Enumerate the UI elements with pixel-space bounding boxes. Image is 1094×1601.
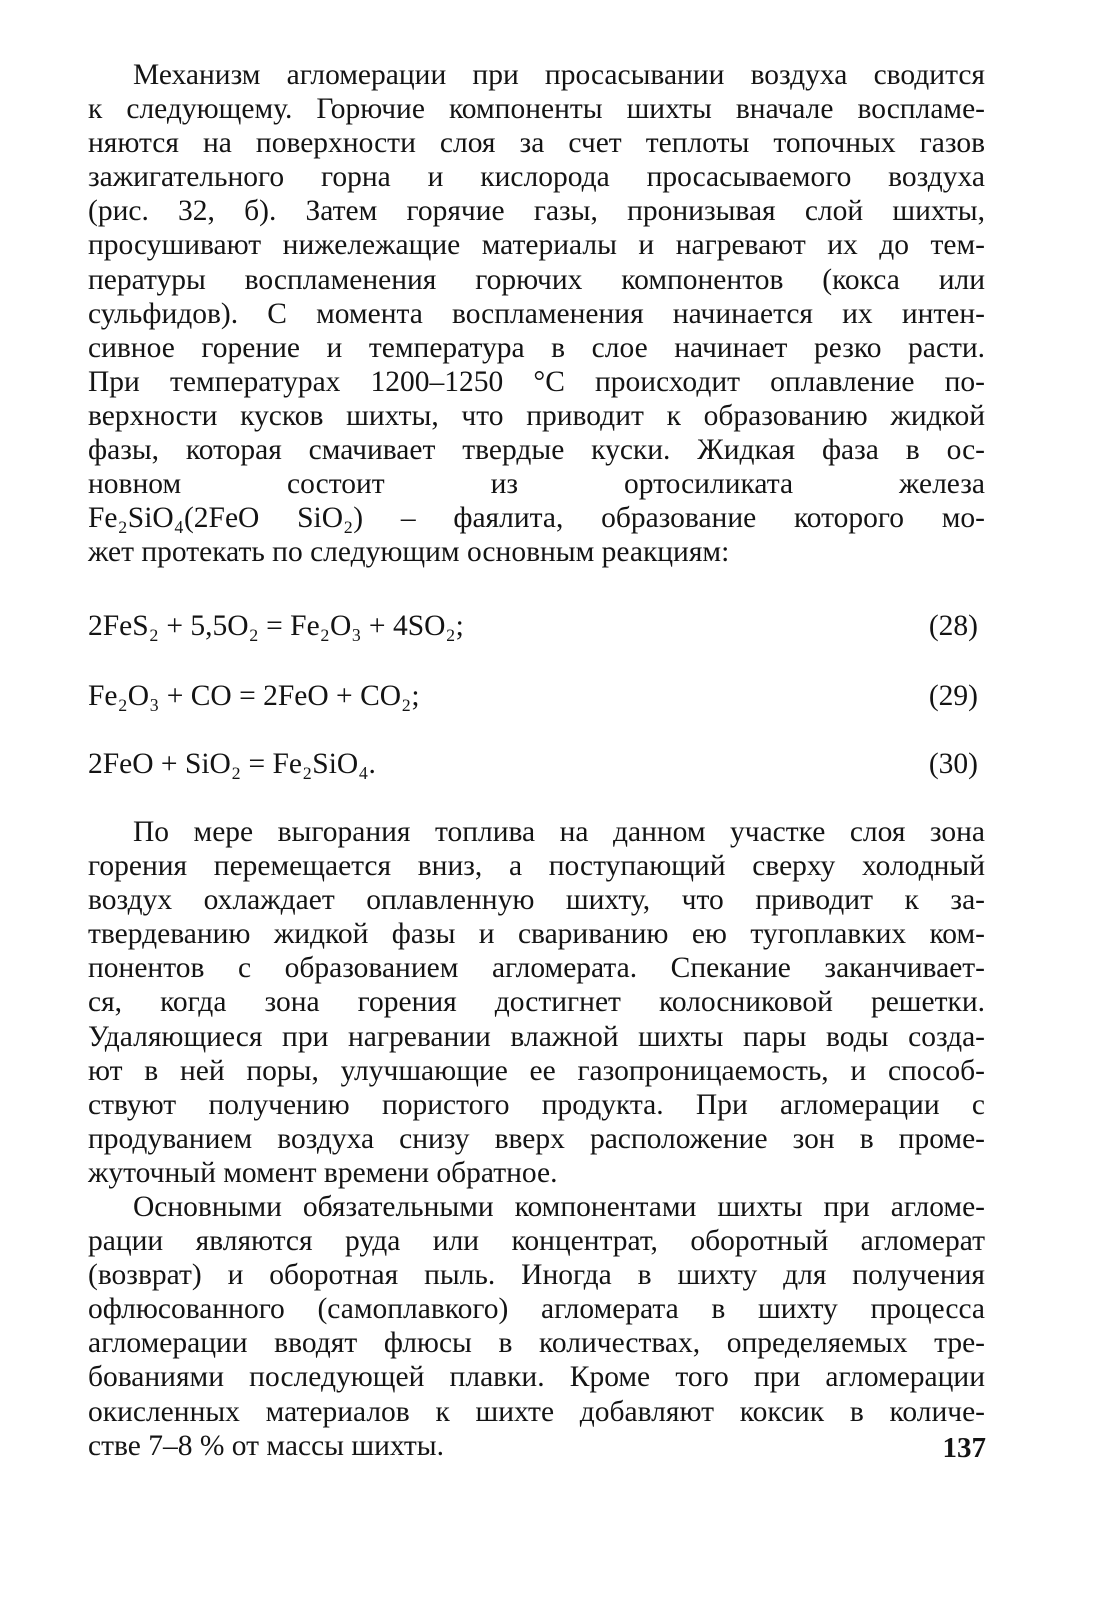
- equation-30: [88, 746, 978, 782]
- text-line: рации являются руда или концентрат, оборотный агломерат: [88, 1225, 985, 1258]
- text-line: горения перемещается вниз, а поступающий сверху холодный: [88, 850, 985, 883]
- equation-number: (29): [928, 680, 978, 712]
- text-line: офлюсованного (самоплавкого) агломерата в шихту процесса: [88, 1293, 985, 1326]
- text-line: ся, когда зона горения достигнет колосниковой решетки.: [88, 986, 985, 1019]
- equation-29: [88, 678, 978, 714]
- text-line: продуванием воздуха снизу вверх расположение зон в проме-: [88, 1122, 985, 1155]
- text-line: Основными обязательными компонентами шихты при агломе-: [133, 1191, 985, 1223]
- text-line: к следующему. Горючие компоненты шихты вначале воспламе-: [88, 93, 985, 126]
- text-line: (рис. 32, б). Затем горячие газы, пронизывая слой шихты,: [88, 195, 985, 228]
- text-line: бованиями последующей плавки. Кроме того при агломерации: [88, 1361, 985, 1394]
- paragraph-combustion-zone: [88, 815, 985, 1190]
- text-line: жет протекать по следующим основным реакциям:: [88, 536, 730, 569]
- text-line: Fe₂SiO₄(2FeO SiO₂) – фаялита, образование которого мо-: [88, 502, 985, 535]
- text-line: жуточный момент времени обратное.: [88, 1156, 558, 1189]
- equation-number: (30): [928, 748, 978, 780]
- text-line: Удаляющиеся при нагревании влажной шихты пары воды созда-: [88, 1020, 985, 1053]
- text-line: сивное горение и температура в слое начинает резко расти.: [88, 331, 985, 364]
- paragraph-charge-components: [88, 1190, 985, 1463]
- text-line: (возврат) и оборотная пыль. Иногда в шихту для получения: [88, 1259, 985, 1292]
- text-line: окисленных материалов к шихте добавляют коксик в количе-: [88, 1395, 985, 1428]
- text-line: Механизм агломерации при просасывании воздуха сводится: [133, 59, 985, 91]
- page-number: 137: [942, 1432, 986, 1464]
- text-line: просушивают нижележащие материалы и нагревают их до тем-: [88, 229, 985, 262]
- equation-formula: 2FeS₂ + 5,5O₂ = Fe₂O₃ + 4SO₂;: [88, 610, 464, 642]
- text-line: пературы воспламенения горючих компонентов (кокса или: [88, 263, 985, 296]
- equation-28: [88, 608, 978, 644]
- text-line: твердеванию жидкой фазы и свариванию ею тугоплавких ком-: [88, 918, 985, 951]
- text-line: При температурах 1200–1250 °С происходит оплавление по-: [88, 365, 985, 398]
- text-line: агломерации вводят флюсы в количествах, определяемых тре-: [88, 1327, 985, 1360]
- text-line: По мере выгорания топлива на данном участке слоя зона: [133, 816, 985, 848]
- equation-formula: Fe₂O₃ + CO = 2FeO + CO₂;: [88, 680, 420, 712]
- text-line: ют в ней поры, улучшающие ее газопроницаемость, и способ-: [88, 1054, 985, 1087]
- paragraph-agglomeration-mechanism: [88, 58, 985, 569]
- text-line: ствуют получению пористого продукта. При агломерации с: [88, 1088, 985, 1121]
- equation-formula: 2FeO + SiO₂ = Fe₂SiO₄.: [88, 748, 376, 780]
- text-line: новном состоит из ортосиликата железа: [88, 468, 985, 501]
- text-line: понентов с образованием агломерата. Спекание заканчивает-: [88, 952, 985, 985]
- text-line: зажигательного горна и кислорода просасываемого воздуха: [88, 161, 985, 194]
- text-line: сульфидов). С момента воспламенения начинается их интен-: [88, 297, 985, 330]
- text-line: няются на поверхности слоя за счет теплоты топочных газов: [88, 127, 985, 160]
- text-line: фазы, которая смачивает твердые куски. Жидкая фаза в ос-: [88, 434, 985, 467]
- text-line: верхности кусков шихты, что приводит к образованию жидкой: [88, 399, 985, 432]
- equation-number: (28): [928, 610, 978, 642]
- text-line: воздух охлаждает оплавленную шихту, что приводит к за-: [88, 884, 985, 917]
- text-line: стве 7–8 % от массы шихты.: [88, 1429, 444, 1462]
